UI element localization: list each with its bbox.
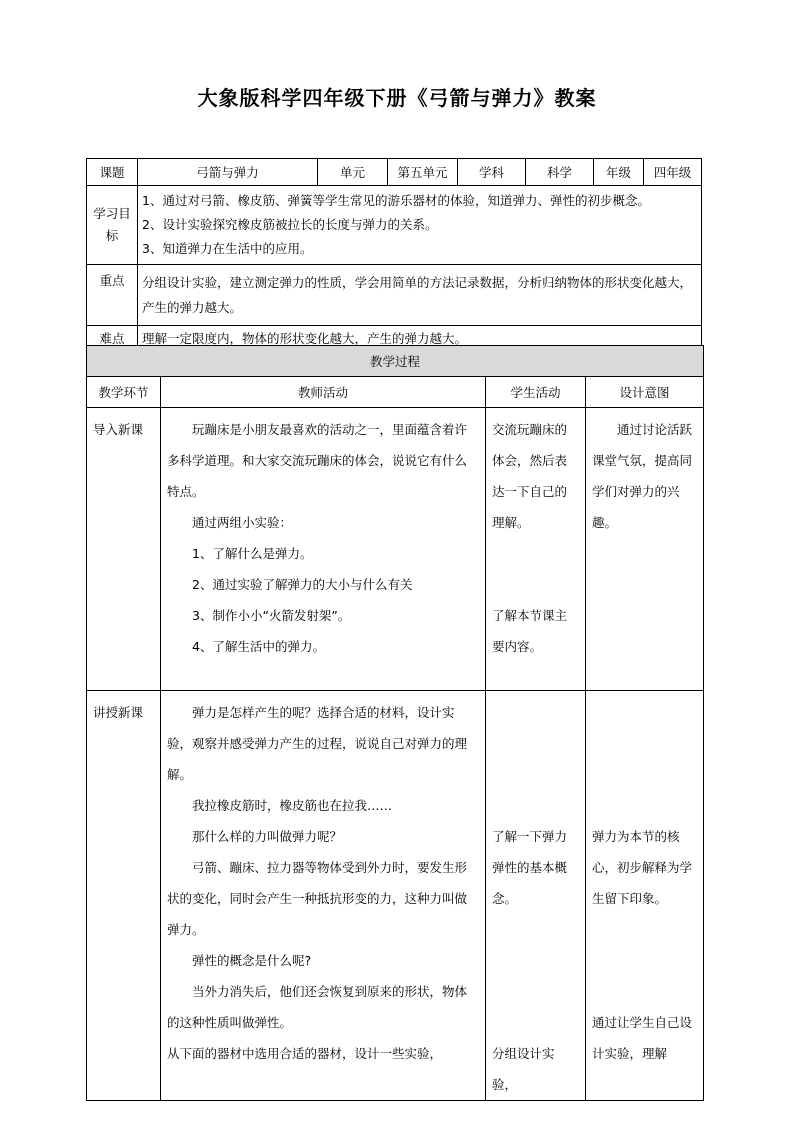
- teacher-paragraph: 1、了解什么是弹力。: [192, 546, 313, 561]
- teacher-paragraph: 通过两组小实验：: [192, 515, 293, 530]
- lesson-info-table: [86, 158, 702, 351]
- subject-value: 科学: [526, 159, 594, 186]
- teacher-paragraph: 2、通过实验了解弹力的大小与什么有关: [192, 577, 413, 592]
- process-section-title: 教学过程: [87, 346, 704, 377]
- header-intent: 设计意图: [586, 377, 704, 408]
- student-paragraph: 分组设计实验，: [492, 1046, 555, 1092]
- intent-paragraph: 通过讨论活跃课堂气氛，提高同学们对弹力的兴趣。: [592, 422, 693, 530]
- student-paragraph: 了解一下弹力弹性的基本概念。: [492, 829, 568, 906]
- info-row-key: [87, 265, 702, 326]
- teacher-paragraph: 弹性的概念是什么呢?: [192, 953, 312, 968]
- label-grade: 年级: [594, 159, 644, 186]
- student-paragraph: 交流玩蹦床的体会，然后表达一下自己的理解。: [492, 422, 568, 530]
- stage-label: 导入新课: [93, 422, 144, 437]
- teacher-paragraph: 那什么样的力叫做弹力呢？: [192, 829, 343, 844]
- student-activity-cell: [486, 408, 586, 691]
- label-difficulty: 难点: [87, 326, 138, 351]
- design-intent-cell: [586, 691, 704, 1101]
- intent-paragraph: 弹力为本节的核心，初步解释为学生留下印象。: [592, 829, 693, 906]
- info-row-topic: [87, 159, 702, 186]
- teacher-activity-cell: [161, 408, 486, 691]
- difficulty-value: 理解一定限度内，物体的形状变化越大，产生的弹力越大。: [138, 326, 702, 351]
- topic-value: 弓箭与弹力: [138, 159, 318, 186]
- process-row-teaching: [87, 691, 704, 1101]
- label-goals: [87, 186, 138, 265]
- label-unit: 单元: [318, 159, 388, 186]
- teacher-paragraph: 玩蹦床是小朋友最喜欢的活动之一，里面蕴含着许多科学道理。和大家交流玩蹦床的体会，说说它有什么特点。: [167, 422, 468, 499]
- stage-label: 讲授新课: [93, 705, 144, 720]
- goals-cell: [138, 186, 702, 265]
- stage-cell: [87, 408, 161, 691]
- header-student: 学生活动: [486, 377, 586, 408]
- teacher-paragraph: 弓箭、蹦床、拉力器等物体受到外力时，要发生形状的变化，同时会产生一种抵抗形变的力，这种力叫做弹力。: [167, 860, 468, 937]
- goal-item: 3、知道弹力在生活中的应用。: [142, 241, 313, 256]
- key-points-value: 分组设计实验，建立测定弹力的性质，学会用简单的方法记录数据，分析归纳物体的形状变化越大，产生的弹力越大。: [138, 265, 702, 326]
- intent-paragraph: 通过让学生自己设计实验，理解: [592, 1015, 693, 1061]
- student-paragraph: 了解本节课主要内容。: [492, 608, 568, 654]
- stage-cell: [87, 691, 161, 1101]
- goal-item: 2、设计实验探究橡皮筋被拉长的长度与弹力的关系。: [142, 217, 438, 232]
- teacher-paragraph: 当外力消失后，他们还会恢复到原来的形状，物体的这种性质叫做弹性。: [167, 984, 468, 1030]
- process-header-row: [87, 377, 704, 408]
- document-title: 大象版科学四年级下册《弓箭与弹力》教案: [197, 86, 597, 110]
- teacher-paragraph: 3、制作小小“火箭发射架”。: [192, 608, 351, 623]
- teacher-paragraph: 从下面的器材中选用合适的器材，设计一些实验，: [167, 1046, 443, 1061]
- design-intent-cell: [586, 408, 704, 691]
- teacher-paragraph: 弹力是怎样产生的呢？选择合适的材料，设计实验，观察并感受弹力产生的过程，说说自己对弹力的理解。: [167, 705, 468, 782]
- label-key: 重点: [87, 265, 138, 326]
- header-teacher: 教师活动: [161, 377, 486, 408]
- student-activity-cell: [486, 691, 586, 1101]
- teaching-process-table: [86, 345, 704, 1101]
- label-topic: 课题: [87, 159, 138, 186]
- label-subject: 学科: [458, 159, 526, 186]
- teacher-paragraph: 4、了解生活中的弹力。: [192, 639, 325, 654]
- label-goals-text: 学习目标: [93, 206, 131, 243]
- unit-value: 第五单元: [388, 159, 458, 186]
- teacher-paragraph: 我拉橡皮筋时，橡皮筋也在拉我……: [192, 798, 393, 813]
- process-section-row: [87, 346, 704, 377]
- goal-item: 1、通过对弓箭、橡皮筋、弹簧等学生常见的游乐器材的体验，知道弹力、弹性的初步概念。: [142, 193, 650, 208]
- info-row-goals: [87, 186, 702, 265]
- teacher-activity-cell: [161, 691, 486, 1101]
- grade-value: 四年级: [644, 159, 702, 186]
- process-row-intro: [87, 408, 704, 691]
- header-stage: 教学环节: [87, 377, 161, 408]
